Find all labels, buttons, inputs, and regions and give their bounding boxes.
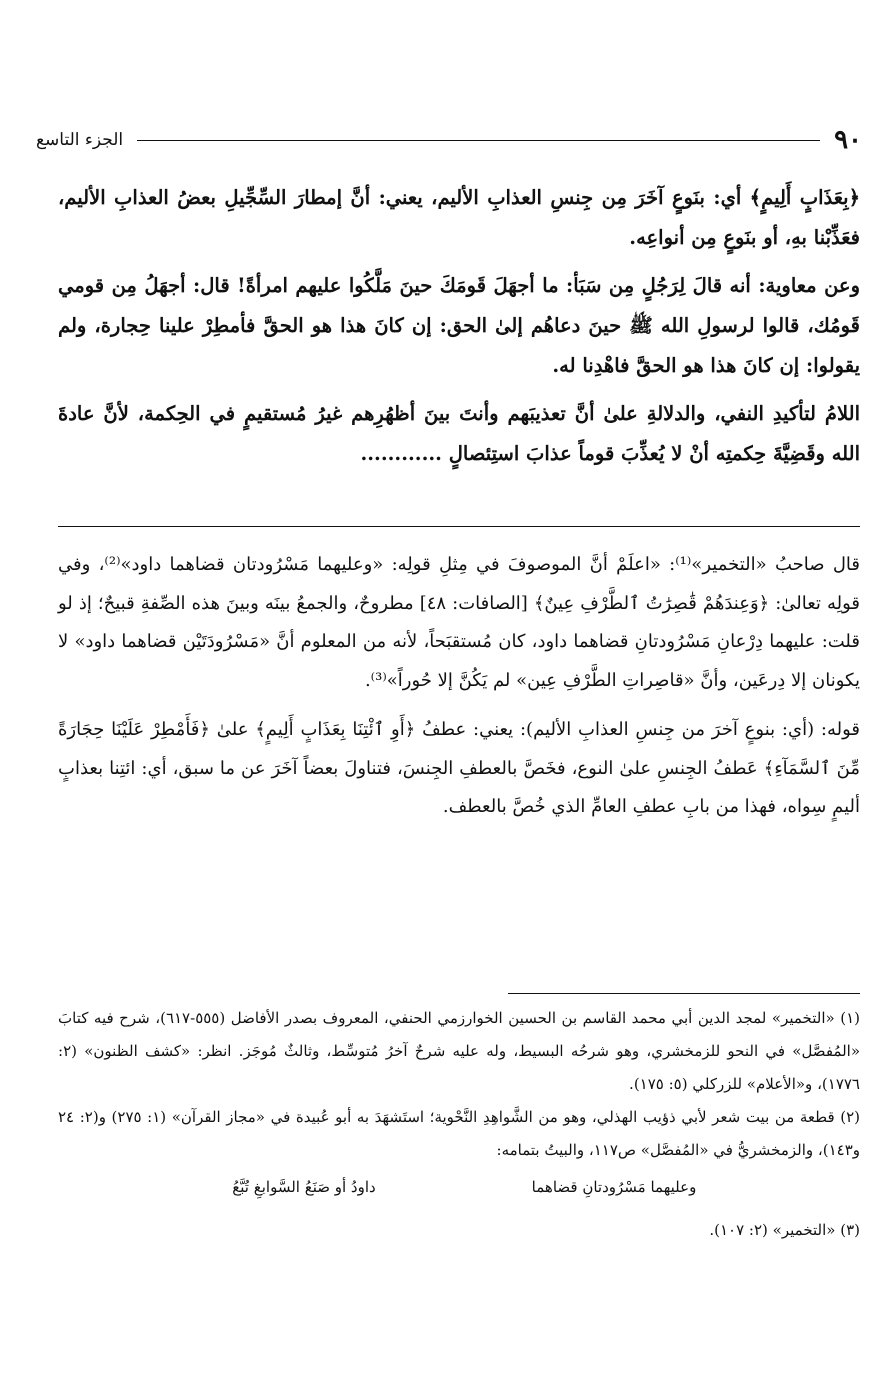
text-divider (58, 526, 860, 527)
footnote-rule (508, 993, 860, 994)
verse-second-hemistich: داودُ أو صَنَعُ السَّوابغِ تُبَّعُ (232, 1178, 376, 1196)
verse-gap (429, 1171, 489, 1204)
footnote-1: (١) «التخمير» لمجد الدين أبي محمد القاسم بن الحسين الخوارزمي الحنفي، المعروف بصدر الأفاضل (٥٥٥-٦١٧)، شرح فيه كتابَ «المُفصَّل» في النحو للزمخشري، وهو شرحُه البسيط، وله عليه شرحٌ آخرُ مُتوسِّط، وثالثٌ مُوجَز. انظر: «كشف الظنون» (٢: ١٧٧٦)، و«الأعلام» للزركلي (٥: ١٧٥). (58, 1009, 860, 1093)
commentary-paragraph: قوله: (أي: بنوعٍ آخرَ من جِنسِ العذابِ الأليم): يعني: عطفُ ﴿أَوِ ٱئْتِنَا بِعَذَابٍ أَلِيمٍ﴾ علىٰ ﴿فَأَمْطِرْ عَلَيْنَا حِجَارَةً مِّنَ ٱلسَّمَآءِ﴾ عَطفُ الجِنسِ علىٰ النوع، فخَصَّ بالعطفِ الجِنسَ، فتناولَ بعضاً آخَرَ عن ما سبق، أي: ائتِنا بعذابٍ أليمٍ سِواه، فهذا من بابِ عطفِ العامِّ الذي خُصَّ بالعطف. (58, 719, 860, 817)
main-text (58, 178, 860, 482)
main-paragraph: اللامُ لتأكيدِ النفي، والدلالةِ علىٰ أنَّ تعذيبَهم وأنتَ بينَ أظهُرِهم غيرُ مُستقيمٍ في الحِكمة، لأنَّ عادةَ الله وقَضِيَّةَ حِكمتِه أنْ لا يُعذِّبَ قوماً عذابَ استِئصالٍ ............ (58, 402, 860, 465)
main-paragraph: وعن معاوية: أنه قالَ لِرَجُلٍ مِن سَبَأ: ما أجهَلَ قَومَكَ حينَ مَلَّكُوا عليهم امرأةً! قال: أجهَلُ مِن قومي قَومُك، قالوا لرسولِ الله ﷺ حينَ دعاهُم إلىٰ الحق: إن كانَ هذا هو الحقَّ فأمطِرْ علينا حِجارة، ولم يقولوا: إن كانَ هذا هو الحقَّ فاهْدِنا له. (58, 274, 861, 377)
verse-first-hemistich: وعليهما مَسْرُودتانِ قضاهما (531, 1178, 697, 1196)
footnote-2: (٢) قطعة من بيت شعر لأبي ذؤيب الهذلي، وهو من الشَّواهِدِ النَّحْوية؛ استَشهَدَ به أبو عُبيدة في «مجاز القرآن» (١: ٢٧٥) و(٢: ٢٤ و١٤٣)، والزمخشريُّ في «المُفصَّل» ص١١٧، والبيتُ بتمامه: (58, 1108, 861, 1159)
poetry-verse (58, 1171, 860, 1204)
part-title: الجزء التاسع (36, 130, 124, 150)
footnotes (58, 1002, 860, 1247)
main-paragraph: ﴿بِعَذَابٍ أَلِيمٍ﴾ أي: بنَوعٍ آخَرَ مِن جِنسِ العذابِ الأليم، يعني: أنَّ إمطارَ السِّجِّيلِ بعضُ العذابِ الأليم، فعَذِّبْنا بهِ، أو بنَوعٍ مِن أنواعِه. (58, 186, 860, 249)
commentary-text (58, 546, 860, 838)
header-rule (137, 140, 820, 141)
footnote-3: (٣) «التخمير» (٢: ١٠٧). (709, 1221, 860, 1239)
page-header (36, 120, 862, 160)
page-number: ٩٠ (834, 125, 862, 155)
commentary-paragraph: قال صاحبُ «التخمير»⁽¹⁾: «اعلَمْ أنَّ الموصوفَ في مِثلِ قولِه: «وعليهما مَسْرُودتان قضاهما داود»⁽²⁾، وفي قولِه تعالىٰ: ﴿وَعِندَهُمْ قَٰصِرَٰتُ ٱلطَّرْفِ عِينٌ﴾ [الصافات: ٤٨] مطروحٌ، والجمعُ بينَه وبينَ هذه الصِّفةِ قبيحٌ؛ إذ لو قلت: عليهما دِرْعانِ مَسْرُودتانِ قضاهما داود، كان مُستقبَحاً، لأنه من المعلوم أنَّ «مَسْرُودَتَيْن قضاهما داود» لا يكونان إلا دِرعَين، وأنَّ «قاصِراتِ الطَّرْفِ عِين» لم يَكُنَّ إلا حُوراً»⁽³⁾. (58, 554, 861, 691)
